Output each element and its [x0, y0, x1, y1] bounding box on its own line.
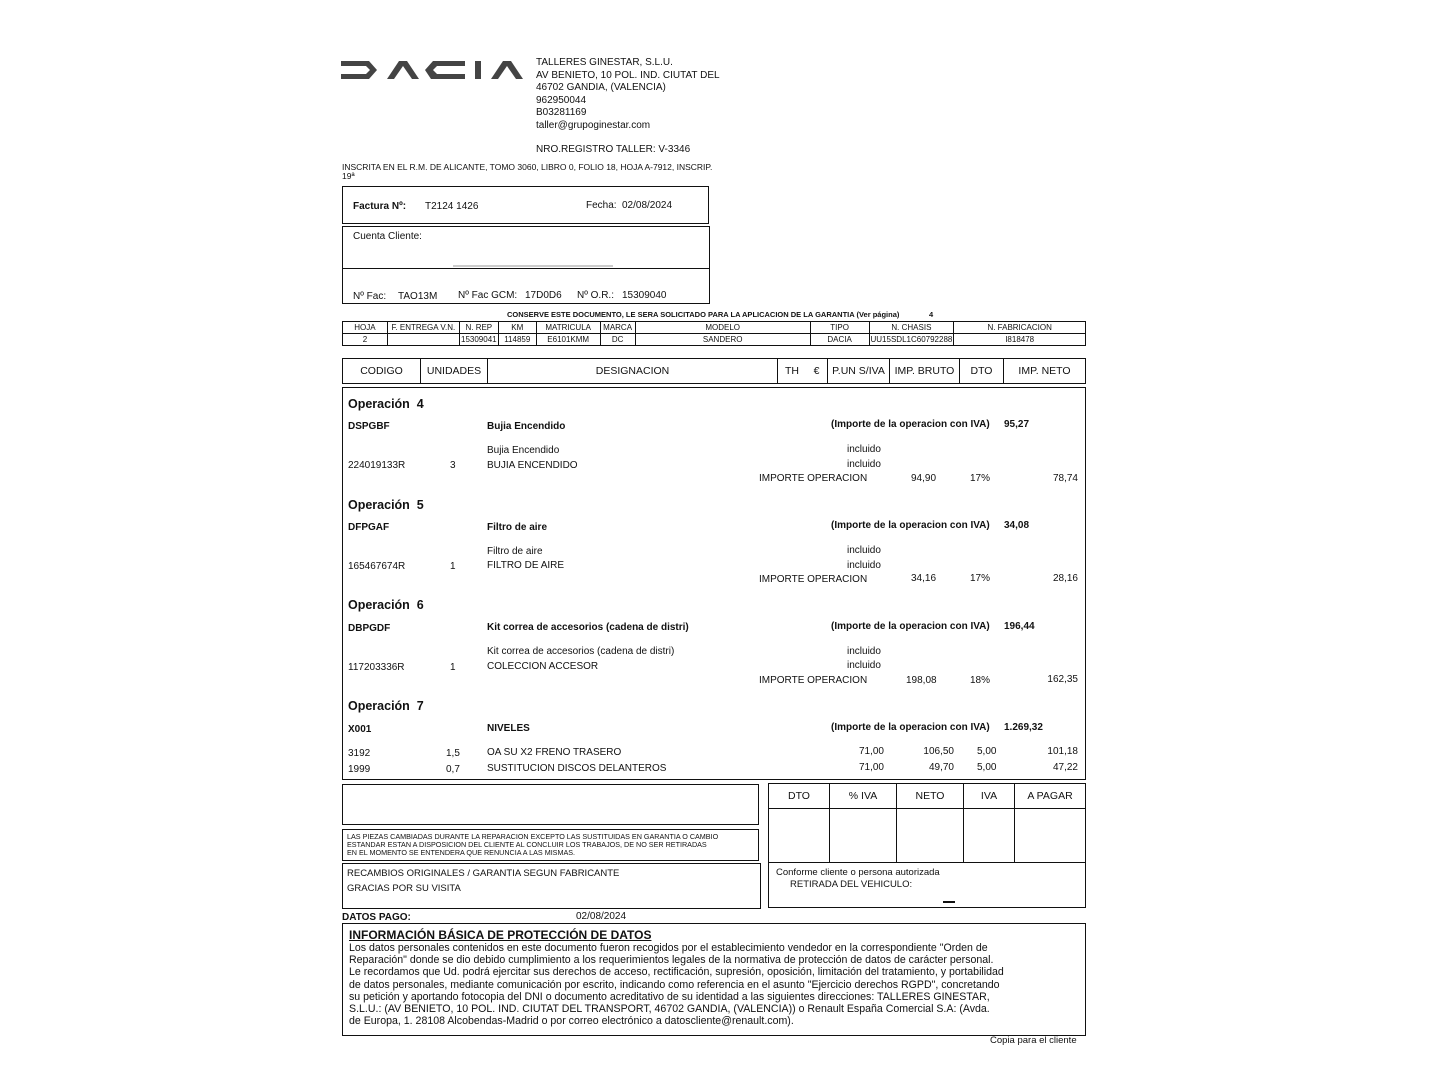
imp-neto: 78,74 [1052, 473, 1078, 484]
dto-value: 17% [970, 473, 991, 484]
vehicle-header-cell: MARCA [600, 322, 635, 334]
invoice-date: 02/08/2024 [622, 200, 673, 211]
op-total: 196,44 [1004, 621, 1035, 632]
totals-divider [829, 808, 830, 862]
op-heading-4: Operación 4 [348, 397, 424, 411]
part-qty: 1 [450, 561, 456, 572]
or-label: Nº O.R.: [577, 290, 614, 301]
company-address-2: 46702 GANDIA, (VALENCIA) [536, 82, 666, 94]
line-qty: 1,5 [446, 748, 460, 759]
vehicle-value-cell: 114859 [498, 334, 536, 346]
op-code: X001 [348, 724, 372, 735]
thanks-box [342, 863, 761, 909]
op-name: Filtro de aire [487, 522, 548, 533]
incluido-text: incluido [847, 660, 881, 671]
op-code: DFPGAF [348, 522, 390, 533]
vehicle-header-cell: N. CHASIS [869, 322, 954, 334]
op-name: NIVELES [487, 723, 530, 734]
col-imp-neto: IMP. NETO [1018, 365, 1071, 377]
col-dto: DTO [960, 359, 1004, 383]
registry-number: NRO.REGISTRO TALLER: V-3346 [536, 144, 691, 155]
line-neto: 47,22 [1052, 762, 1078, 773]
payment-label: DATOS PAGO: [342, 912, 411, 923]
col-pun: P.UN S/IVA [828, 359, 890, 383]
signature-box [768, 862, 1086, 908]
totals-header-cell: NETO [897, 784, 964, 808]
op-heading-5: Operación 5 [348, 498, 424, 512]
imp-bruto: 198,08 [906, 675, 937, 686]
line-desc: OA SU X2 FRENO TRASERO [487, 747, 622, 758]
op-total: 34,08 [1004, 520, 1030, 531]
conserve-page: 4 [929, 310, 934, 319]
part-item: COLECCION ACCESOR [487, 661, 599, 672]
totals-header [769, 784, 1085, 809]
company-name: TALLERES GINESTAR, S.L.U. [536, 57, 673, 68]
op-heading-6: Operación 6 [348, 598, 424, 612]
part-item: BUJIA ENCENDIDO [487, 460, 578, 471]
totals-header-cell: % IVA [830, 784, 897, 808]
vehicle-header-cell: MATRICULA [536, 322, 600, 334]
vehicle-header-row [343, 322, 1086, 334]
privacy-line: su petición y aportando fotocopia del DNI o documento acreditativo de su identidad a las siguientes direcciones: TALLERES GINESTAR, [349, 990, 990, 1003]
totals-header-cell: IVA [964, 784, 1015, 808]
op-desc: Kit correa de accesorios (cadena de distri) [487, 646, 675, 657]
thanks-text: GRACIAS POR SU VISITA [347, 883, 461, 894]
totals-divider [963, 808, 964, 862]
nfac-gcm-value: 17D0D6 [525, 290, 562, 301]
vehicle-value-cell: 15309041 [461, 334, 497, 344]
invoice-number-box [342, 186, 709, 224]
warranty-notice-box [342, 829, 759, 861]
warranty-line-2: ESTANDAR ESTAN A DISPOSICION DEL CLIENTE AL CONCLUIR LOS TRABAJOS, DE NO SER RETIRADAS [347, 840, 707, 849]
company-cif: B03281169 [536, 107, 587, 119]
mercantile-line-2: 19ª [342, 171, 355, 181]
dto-value: 17% [970, 573, 991, 584]
vehicle-value-cell: 2 [343, 334, 388, 346]
company-email: taller@grupoginestar.com [536, 119, 651, 131]
signature-mark [943, 901, 955, 903]
vehicle-value-cell: DC [600, 334, 635, 346]
warranty-line-3: EN EL MOMENTO SE ENTENDERA QUE RENUNCIA A LAS MISMAS. [347, 848, 576, 857]
privacy-line: Reparación" donde se dio debido cumplimiento a los requerimientos legales de la normativa de protección de datos de carácter personal. [349, 954, 994, 967]
incluido-text: incluido [847, 459, 881, 470]
line-dto: 5,00 [977, 746, 997, 757]
part-qty: 1 [450, 662, 456, 673]
totals-divider [896, 808, 897, 862]
totals-header-cell: DTO [769, 784, 830, 808]
mercantile-line-1: INSCRITA EN EL R.M. DE ALICANTE, TOMO 3060, LIBRO 0, FOLIO 18, HOJA A-7912, INSCRIP. [342, 162, 713, 172]
op-total: 1.269,32 [1004, 722, 1043, 733]
privacy-line: Le recordamos que Ud. podrá ejercitar sus derechos de acceso, rectificación, supresión, oposición, limitación del tratamiento, y portabilidad [349, 966, 1004, 979]
line-pun: 71,00 [858, 762, 884, 773]
op-name: Bujia Encendido [487, 421, 566, 432]
nfac-value: TAO13M [398, 291, 438, 302]
op-code: DBPGDF [348, 623, 391, 634]
conforme-text: Conforme cliente o persona autorizada [776, 867, 940, 878]
vehicle-header-cell: F. ENTREGA V.N. [387, 322, 459, 334]
privacy-line: de datos personales, mediante comunicación por escrito, indicando como referencia en el asunto "Ejercicio derechos RGPD", concretando [349, 978, 1000, 991]
incluido-text: incluido [847, 545, 881, 556]
col-currency: € [806, 359, 828, 383]
privacy-line: de Europa, 1. 28108 Alcobendas-Madrid o por correo electrónico a datoscliente@renault.com). [349, 1015, 794, 1028]
client-account-box [342, 226, 710, 268]
invoice-number: T2124 1426 [425, 201, 479, 212]
privacy-line: S.L.U.: (AV BENIETO, 10 POL. IND. CIUTAT DEL TRANSPORT, 46702 GANDIA, (VALENCIA)) o Renault España Comercial S.A: (Avda. [349, 1003, 990, 1016]
op-name: Kit correa de accesorios (cadena de distri) [487, 622, 689, 633]
incluido-text: incluido [847, 560, 881, 571]
vehicle-header-cell: MODELO [635, 322, 810, 334]
importe-label: IMPORTE OPERACION [759, 675, 868, 686]
totals-divider [1014, 808, 1015, 862]
conserve-note: CONSERVE ESTE DOCUMENTO, LE SERA SOLICITADO PARA LA APLICACION DE LA GARANTIA (Ver página) [507, 310, 900, 319]
line-dto: 5,00 [977, 762, 997, 773]
col-designacion: DESIGNACION [488, 359, 778, 383]
line-bruto: 106,50 [923, 746, 954, 757]
vehicle-value-cell [387, 334, 459, 346]
totals-header-cell: A PAGAR [1027, 790, 1073, 802]
vehicle-value-cell: DACIA [810, 334, 869, 346]
vehicle-table [342, 321, 1086, 346]
line-code: 3192 [348, 748, 371, 759]
importe-label: IMPORTE OPERACION [759, 574, 868, 585]
vehicle-value-cell: SANDERO [635, 334, 810, 346]
col-unidades: UNIDADES [421, 359, 488, 383]
op-iva-label: (Importe de la operacion con IVA) [831, 722, 990, 733]
invoice-refs-box [342, 268, 710, 304]
line-neto: 101,18 [1047, 746, 1078, 757]
warranty-line-1: LAS PIEZAS CAMBIADAS DURANTE LA REPARACION EXCEPTO LAS SUSTITUIDAS EN GARANTIA O CAMBIO [347, 832, 719, 841]
op-code: DSPGBF [348, 421, 390, 432]
or-value: 15309040 [622, 290, 667, 301]
line-code: 1999 [348, 764, 371, 775]
op-iva-label: (Importe de la operacion con IVA) [831, 419, 990, 430]
nfac-gcm-label: Nº Fac GCM: [458, 290, 518, 301]
imp-neto: 28,16 [1052, 573, 1078, 584]
op-desc: Filtro de aire [487, 546, 543, 557]
company-address-1: AV BENIETO, 10 POL. IND. CIUTAT DEL [536, 69, 720, 81]
privacy-box [342, 923, 1086, 1036]
imp-neto: 162,35 [1047, 674, 1078, 685]
dto-value: 18% [970, 675, 991, 686]
redaction-mark [453, 265, 613, 267]
line-pun: 71,00 [858, 746, 884, 757]
line-qty: 0,7 [446, 764, 460, 775]
company-phone: 962950044 [536, 94, 587, 106]
totals-box [768, 783, 1086, 863]
part-qty: 3 [450, 460, 456, 471]
op-heading-7: Operación 7 [348, 699, 424, 713]
op-iva-label: (Importe de la operacion con IVA) [831, 621, 990, 632]
vehicle-header-cell: HOJA [343, 322, 388, 334]
part-ref: 165467674R [348, 561, 406, 572]
client-account-label: Cuenta Cliente: [353, 231, 422, 242]
footer-copy: Copia para el cliente [990, 1035, 1077, 1046]
invoice-number-label: Factura Nº: [353, 201, 407, 212]
vehicle-value-cell: E6101KMM [536, 334, 600, 346]
nfac-label: Nº Fac: [353, 291, 387, 302]
part-ref: 117203336R [348, 662, 405, 673]
imp-bruto: 34,16 [911, 573, 937, 584]
vehicle-value-row [343, 334, 1086, 346]
part-item: FILTRO DE AIRE [487, 560, 565, 571]
op-desc: Bujia Encendido [487, 445, 560, 456]
observations-box [342, 784, 759, 825]
vehicle-header-cell: KM [498, 322, 536, 334]
incluido-text: incluido [847, 444, 881, 455]
part-ref: 224019133R [348, 460, 406, 471]
parts-warranty-text: RECAMBIOS ORIGINALES / GARANTIA SEGUN FABRICANTE [347, 868, 620, 879]
privacy-title: INFORMACIÓN BÁSICA DE PROTECCIÓN DE DATOS [349, 928, 652, 942]
op-total: 95,27 [1004, 419, 1030, 430]
incluido-text: incluido [847, 646, 881, 657]
col-th: TH [785, 365, 799, 377]
vehicle-header-cell: TIPO [810, 322, 869, 334]
vehicle-value-cell: I818478 [954, 334, 1086, 346]
dacia-logo [341, 59, 527, 86]
col-imp-bruto: IMP. BRUTO [890, 359, 960, 383]
line-desc: SUSTITUCION DISCOS DELANTEROS [487, 763, 667, 774]
invoice-date-label: Fecha: [586, 200, 617, 211]
payment-date: 02/08/2024 [576, 911, 627, 922]
vehicle-header-cell: N. FABRICACION [954, 322, 1086, 334]
imp-bruto: 94,90 [911, 473, 937, 484]
retirada-text: RETIRADA DEL VEHICULO: [790, 879, 913, 890]
vehicle-header-cell: N. REP [459, 322, 498, 334]
importe-label: IMPORTE OPERACION [759, 473, 868, 484]
vehicle-value-cell: UU15SDL1C60792288 [870, 334, 953, 344]
lines-header [342, 358, 1086, 384]
line-bruto: 49,70 [928, 762, 954, 773]
op-iva-label: (Importe de la operacion con IVA) [831, 520, 990, 531]
col-codigo: CODIGO [343, 359, 421, 383]
privacy-line: Los datos personales contenidos en este documento fueron recogidos por el establecimiento vendedor en la correspondiente "Orden de [349, 942, 988, 954]
company-info [536, 57, 720, 133]
